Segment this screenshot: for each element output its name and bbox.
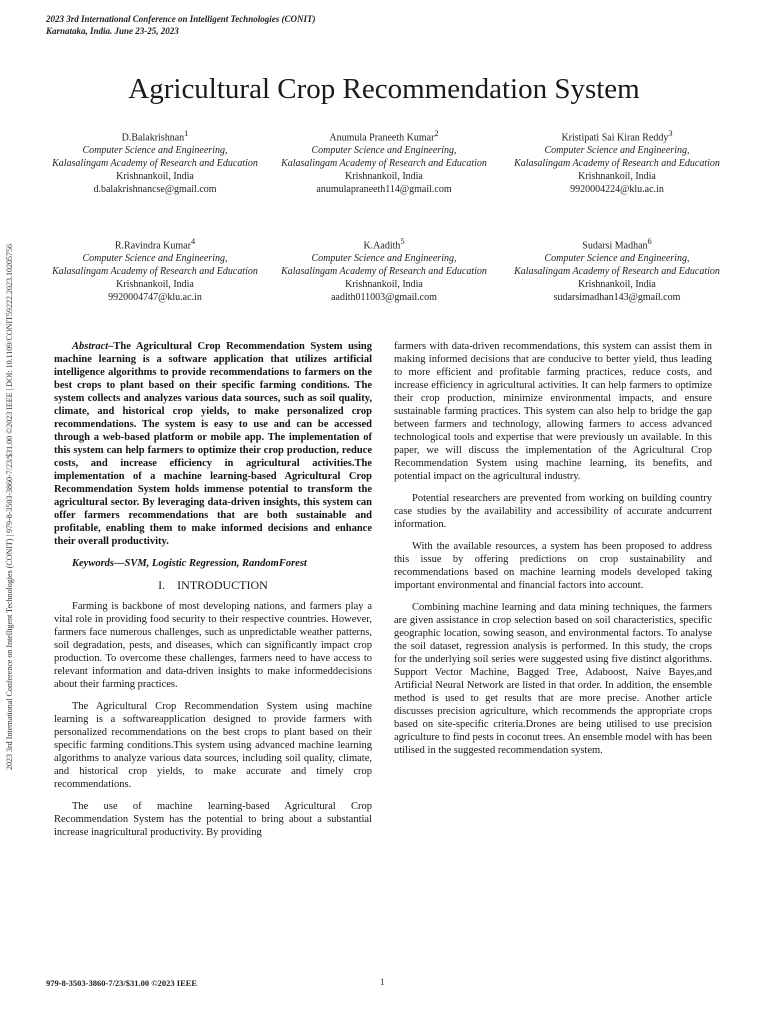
- conference-line-1: 2023 3rd International Conference on Intelligent Technologies (CONIT): [46, 14, 316, 24]
- author-dept: Computer Science and Engineering,: [544, 253, 690, 265]
- page-number: 1: [380, 977, 385, 987]
- author-block: [269, 235, 499, 304]
- author-sup: 4: [190, 237, 196, 246]
- author-dept: Computer Science and Engineering,: [311, 253, 457, 265]
- paragraph: farmers with data-driven recommendations, this system can assist them in making informed decisions that are conducive to better yield, thus leading to more efficient and profitable farming practices, reduce costs, and increase efficiency in agricultural activities. It can help farmers to optimize their crop production, minimize environmental impacts, and ensure sustainable farming practices. This system can also help to bridge the gap between farmers and technology, allowing farmers to access advanced technological tools and expertise that were previously un available. In this paper, we will discuss the implementation of the Agricultural Crop Recommendation System using machine learning, its benefits, and potential impact on the agricultural industry.: [394, 341, 712, 482]
- author-location: Krishnankoil, India: [116, 279, 194, 291]
- author-block: [269, 127, 499, 196]
- paragraph: With the available resources, a system has been proposed to address this issue by offering predictions on crop sustainability and recommendations based on machine learning models developed taking important environmental and financial factors into account.: [394, 541, 712, 591]
- author-dept: Computer Science and Engineering,: [311, 145, 457, 157]
- author-sup: 2: [434, 129, 439, 138]
- paragraph: Combining machine learning and data mining techniques, the farmers are given assistance in crop selection based on soil characteristics, specific geographic location, sowing season, and environmental factors. To analyse the soil dataset, regression analysis is performed. In this study, the crops for the underlying soil series were suggested using five distinct algorithms. Support Vector Machine, Bagged Tree, Adaboost, Naive Bayes,and Artificial Neural Network are listed in that order. In addition, the ensemble method is used to get results that are more precise. Another article discusses precision agriculture, which recommends the appropriate crops based on site-specific criteria.Drones are being utilised to use precision agriculture to find pests in coconut trees. An ensemble model with has been utilised in the suggested recommendation system.: [394, 602, 712, 756]
- author-location: Krishnankoil, India: [345, 279, 423, 291]
- author-email: sudarsimadhan143@gmail.com: [553, 292, 681, 304]
- author-email: 9920004747@klu.ac.in: [108, 292, 202, 304]
- author-location: Krishnankoil, India: [578, 279, 656, 291]
- paper-title: Agricultural Crop Recommendation System: [128, 73, 640, 105]
- abstract: [54, 340, 372, 548]
- author-name: D.Balakrishnan: [121, 132, 185, 144]
- paragraph: The use of machine learning-based Agricultural Crop Recommendation System has the potential to bring about a substantial increase inagricultural productivity. By providing: [54, 801, 372, 838]
- author-email: anumulapraneeth114@gmail.com: [316, 184, 452, 196]
- author-dept: Computer Science and Engineering,: [82, 145, 228, 157]
- author-inst: Kalasalingam Academy of Research and Education: [52, 158, 258, 170]
- right-column: [394, 340, 712, 766]
- author-block: [40, 235, 270, 304]
- author-name: R.Ravindra Kumar: [114, 240, 191, 252]
- abstract-body: –The Agricultural Crop Recommendation System using machine learning is a software application that utilizes artificial intelligence algorithms to provide recommendations to farmers on the best crops to plant based on their specific farming conditions. The system collects and analyzes various data sources, such as soil quality, climate, and historical crop yields, to make personalized crop recommendations. The system is easy to use and can be accessed through a web-based platform or mobile app. The implementation of this system can help farmers to optimize their crop production, reduce costs, and increase efficiency in agricultural activities.The implementation of a machine learning-based Agricultural Crop Recommendation System holds immense potential to transform the agricultural sector. By leveraging data-driven insights, this system can offer farmers recommendations that are both sustainable and profitable, enabling them to make informed decisions and enhance their overall productivity.: [54, 341, 372, 547]
- author-location: Krishnankoil, India: [345, 171, 423, 183]
- author-sup: 5: [400, 237, 405, 246]
- author-block: [502, 127, 732, 196]
- author-inst: Kalasalingam Academy of Research and Education: [281, 266, 487, 278]
- author-name: Kristipati Sai Kiran Reddy: [561, 132, 669, 144]
- conference-header: [46, 13, 315, 37]
- sidebar-doi-text: 2023 3rd International Conference on Intelligent Technologies (CONIT) | 979-8-3503-3860-7/23/$31.00 ©2023 IEEE | DOI: 10.1109/CONIT59222.2023.10205756: [5, 244, 14, 770]
- author-sup: 6: [647, 237, 652, 246]
- section-heading-introduction: I. INTRODUCTION: [158, 578, 268, 592]
- author-dept: Computer Science and Engineering,: [544, 145, 690, 157]
- author-inst: Kalasalingam Academy of Research and Education: [514, 266, 720, 278]
- author-location: Krishnankoil, India: [116, 171, 194, 183]
- abstract-lead: Abstract: [72, 341, 109, 352]
- left-column: [54, 340, 372, 848]
- author-sup: 1: [184, 129, 189, 138]
- keywords: Keywords—SVM, Logistic Regression, RandomForest: [72, 558, 307, 569]
- author-inst: Kalasalingam Academy of Research and Education: [514, 158, 720, 170]
- conference-line-2: Karnataka, India. June 23-25, 2023: [46, 26, 179, 36]
- author-location: Krishnankoil, India: [578, 171, 656, 183]
- paragraph: Potential researchers are prevented from working on building country case studies by the availability and accessibility of accurate andcurrent information.: [394, 493, 712, 530]
- author-email: 9920004224@klu.ac.in: [570, 184, 664, 196]
- author-block: [40, 127, 270, 196]
- author-name: Sudarsi Madhan: [582, 240, 648, 252]
- author-block: [502, 235, 732, 304]
- author-name: K.Aadith: [363, 240, 401, 252]
- author-sup: 3: [668, 129, 673, 138]
- author-dept: Computer Science and Engineering,: [82, 253, 228, 265]
- author-inst: Kalasalingam Academy of Research and Education: [52, 266, 258, 278]
- author-inst: Kalasalingam Academy of Research and Education: [281, 158, 487, 170]
- author-email: aadith011003@gmail.com: [331, 292, 437, 304]
- footer-copyright: 979-8-3503-3860-7/23/$31.00 ©2023 IEEE: [46, 978, 198, 988]
- author-name: Anumula Praneeth Kumar: [329, 132, 435, 144]
- paragraph: Farming is backbone of most developing nations, and farmers play a vital role in providing food security to their respective countries. However, farmers face numerous challenges, such as unpredictable weather patterns, soil degradation, pests, and diseases, which can significantly impact crop production. To overcome these challenges, farmers need to have access to relevant information and data-driven insights to make informeddecisions about their farming practices.: [54, 601, 372, 690]
- author-email: d.balakrishnancse@gmail.com: [93, 184, 217, 196]
- paragraph: The Agricultural Crop Recommendation System using machine learning is a softwareapplication designed to provide farmers with personalized recommendations on the best crops to plant based on their specific farming conditions.This system using advanced machine learning algorithms to analyze various data sources, including soil quality, climate, and historical crop yields, to make accurate and timely crop recommendations.: [54, 701, 372, 790]
